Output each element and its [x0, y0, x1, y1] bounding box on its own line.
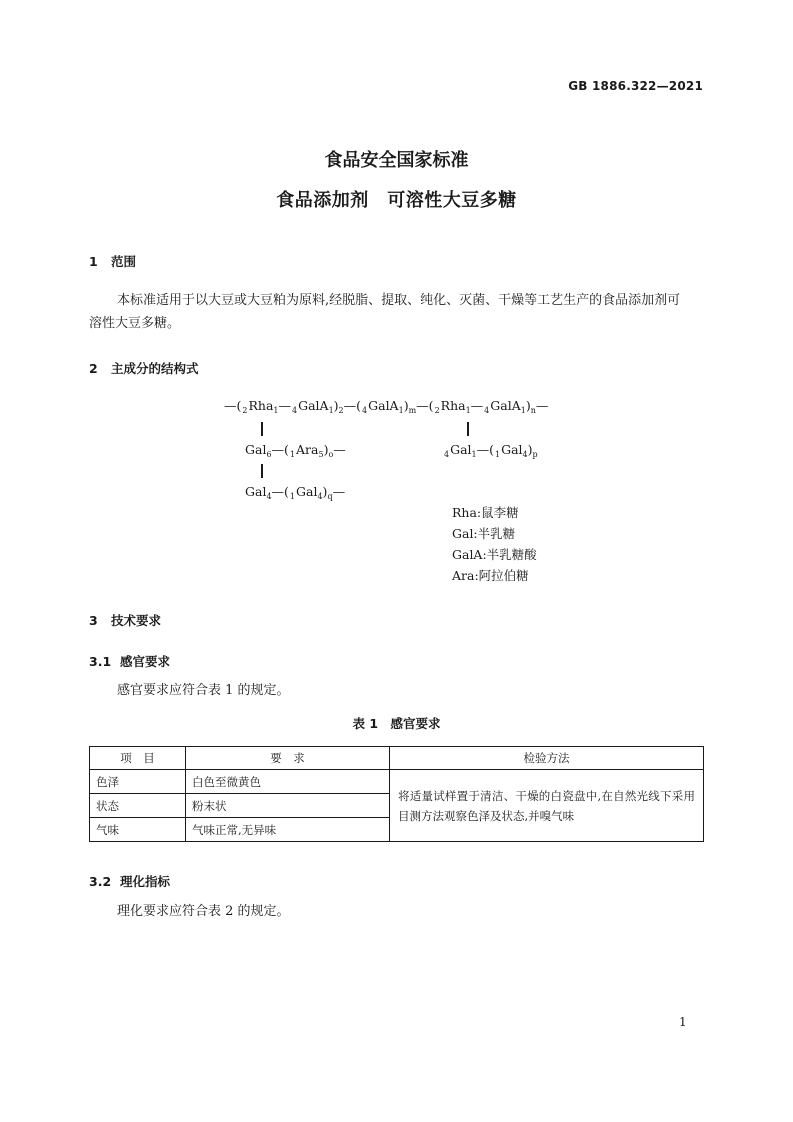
sensory-paragraph: 感官要求应符合表 1 的规定。: [117, 683, 290, 698]
section-title: 理化指标: [120, 874, 171, 889]
section-3-1-heading: [89, 652, 170, 670]
section-number: 3.2: [89, 874, 112, 889]
legend-item: Ara:阿拉伯糖: [452, 568, 529, 583]
section-title: 技术要求: [111, 613, 162, 628]
section-2-heading: [89, 359, 199, 377]
section-3-2-heading: [89, 872, 170, 890]
header-method: 检验方法: [390, 747, 704, 770]
legend-item: Rha:鼠李糖: [452, 505, 519, 520]
header-requirement: 要 求: [186, 747, 390, 770]
section-number: 3.1: [89, 654, 112, 669]
formula-main-chain: $—(_2Rha_1—_4GalA_1)_2—(_4GalA_1)_m—(_2Rha_1—_4GalA_1)_n—$: [224, 398, 549, 415]
section-number: 2: [89, 361, 98, 376]
scope-paragraph-line2: 溶性大豆多糖。: [89, 316, 181, 331]
formula-legend: [452, 502, 537, 586]
legend-item: GalA:半乳糖酸: [452, 547, 537, 562]
row-requirement: 气味正常,无异味: [186, 818, 390, 842]
row-requirement: 粉末状: [186, 794, 390, 818]
section-number: 3: [89, 613, 98, 628]
formula-branch-bond: [261, 464, 263, 478]
section-number: 1: [89, 254, 98, 269]
formula-branch-gal6: $Gal_6—(_1Ara_5)_o—$: [245, 442, 346, 459]
legend-item: Gal:半乳糖: [452, 526, 516, 541]
formula-branch-gal1: $_4Gal_1—(_1Gal_4)_p$: [444, 442, 538, 459]
table-row: [90, 770, 704, 794]
section-1-heading: [89, 252, 136, 270]
section-title: 感官要求: [120, 654, 171, 669]
row-item: 气味: [90, 818, 186, 842]
row-item: 色泽: [90, 770, 186, 794]
sensory-requirements-table: [89, 746, 704, 842]
table-header-row: [90, 747, 704, 770]
page-number: 1: [679, 1015, 687, 1029]
row-item: 状态: [90, 794, 186, 818]
scope-paragraph-line1: 本标准适用于以大豆或大豆粕为原料,经脱脂、提取、纯化、灭菌、干燥等工艺生产的食品添加剂可: [117, 293, 681, 308]
document-subtitle: 食品添加剂 可溶性大豆多糖: [276, 190, 517, 211]
section-3-heading: [89, 611, 161, 629]
row-requirement: 白色至微黄色: [186, 770, 390, 794]
formula-branch-bond: [467, 422, 469, 436]
table-1-caption: 表 1 感官要求: [352, 716, 441, 731]
header-item: 项 目: [90, 747, 186, 770]
formula-branch-gal4: $Gal_4—(_1Gal_4)_q—$: [245, 484, 346, 501]
test-method-cell: 将适量试样置于清洁、干燥的白瓷盘中,在自然光线下采用目测方法观察色泽及状态,并嗅气味: [390, 770, 704, 842]
section-title: 范围: [111, 254, 137, 269]
section-title: 主成分的结构式: [111, 361, 199, 376]
standard-code: GB 1886.322—2021: [568, 79, 703, 93]
document-title: 食品安全国家标准: [324, 150, 469, 171]
physchem-paragraph: 理化要求应符合表 2 的规定。: [117, 904, 290, 919]
formula-branch-bond: [261, 422, 263, 436]
